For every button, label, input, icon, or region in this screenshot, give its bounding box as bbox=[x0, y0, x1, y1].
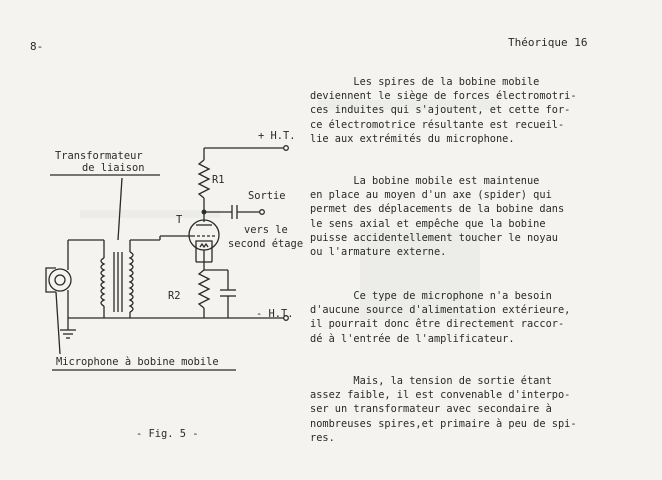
sortie-label: Sortie bbox=[248, 190, 286, 202]
r1-resistor bbox=[199, 160, 209, 198]
transformer-label-leader bbox=[118, 178, 122, 240]
microphone-diaphragm bbox=[55, 275, 65, 285]
text-line: puisse accidentellement toucher le noyau bbox=[310, 231, 558, 244]
text-line: La bobine mobile est maintenue bbox=[310, 175, 540, 187]
text-line: permet des déplacements de la bobine dans bbox=[310, 203, 565, 216]
text-line: nombreuses spires,et primaire à peu de spi- bbox=[310, 417, 577, 430]
text-line: ou l'armature externe. bbox=[310, 246, 447, 259]
text-line: le sens axial et empêche que la bobine bbox=[310, 217, 546, 230]
paragraph bbox=[310, 374, 610, 445]
text-line: en place au moyen d'un axe (spider) qui bbox=[310, 189, 552, 202]
r2-resistor bbox=[199, 270, 209, 308]
ht-plus-label: + H.T. bbox=[258, 130, 296, 142]
section-header: Théorique 16 bbox=[508, 36, 588, 49]
text-line: il pourrait donc être directement raccor- bbox=[310, 318, 565, 331]
paragraph bbox=[310, 174, 610, 259]
tube-label: T bbox=[176, 214, 183, 226]
output-terminal bbox=[260, 210, 265, 215]
r2-label: R2 bbox=[168, 290, 181, 302]
ht-plus-terminal bbox=[284, 146, 289, 151]
r1-label: R1 bbox=[212, 174, 225, 186]
text-line: Les spires de la bobine mobile bbox=[310, 76, 540, 88]
microphone-label: Microphone à bobine mobile bbox=[56, 356, 219, 368]
second-stage-label: vers le bbox=[244, 224, 288, 236]
text-line: Mais, la tension de sortie étant bbox=[310, 375, 552, 387]
text-line: dé à l'entrée de l'amplificateur. bbox=[310, 332, 515, 345]
primary-coil bbox=[101, 258, 104, 306]
mic-label-leader bbox=[56, 292, 60, 354]
ht-minus-label: - H.T. bbox=[256, 308, 294, 320]
second-stage-label: second étage bbox=[228, 238, 304, 250]
transformer-label: Transformateur bbox=[55, 150, 143, 162]
cathode bbox=[196, 241, 212, 245]
microphone-symbol bbox=[49, 269, 71, 291]
text-line: res. bbox=[310, 431, 335, 444]
page-number: 8- bbox=[30, 40, 44, 53]
paragraph bbox=[310, 75, 610, 146]
transformer-label: de liaison bbox=[82, 162, 145, 174]
text-line: ce électromotrice résultante est recueil- bbox=[310, 118, 565, 131]
text-line: d'aucune source d'alimentation extérieure, bbox=[310, 304, 571, 317]
text-line: ces induites qui s'ajoutent, et cette for- bbox=[310, 104, 571, 117]
filament bbox=[200, 244, 208, 247]
text-line: assez faible, il est convenable d'interpo- bbox=[310, 389, 571, 402]
secondary-coil bbox=[130, 252, 133, 312]
figure-caption: - Fig. 5 - bbox=[136, 428, 199, 440]
text-line: ser un transformateur avec secondaire à bbox=[310, 403, 552, 416]
text-line: Ce type de microphone n'a besoin bbox=[310, 290, 552, 302]
text-line: deviennent le siège de forces électromotri- bbox=[310, 90, 577, 103]
paragraph bbox=[310, 289, 610, 346]
text-line: lie aux extrémités du microphone. bbox=[310, 132, 515, 145]
